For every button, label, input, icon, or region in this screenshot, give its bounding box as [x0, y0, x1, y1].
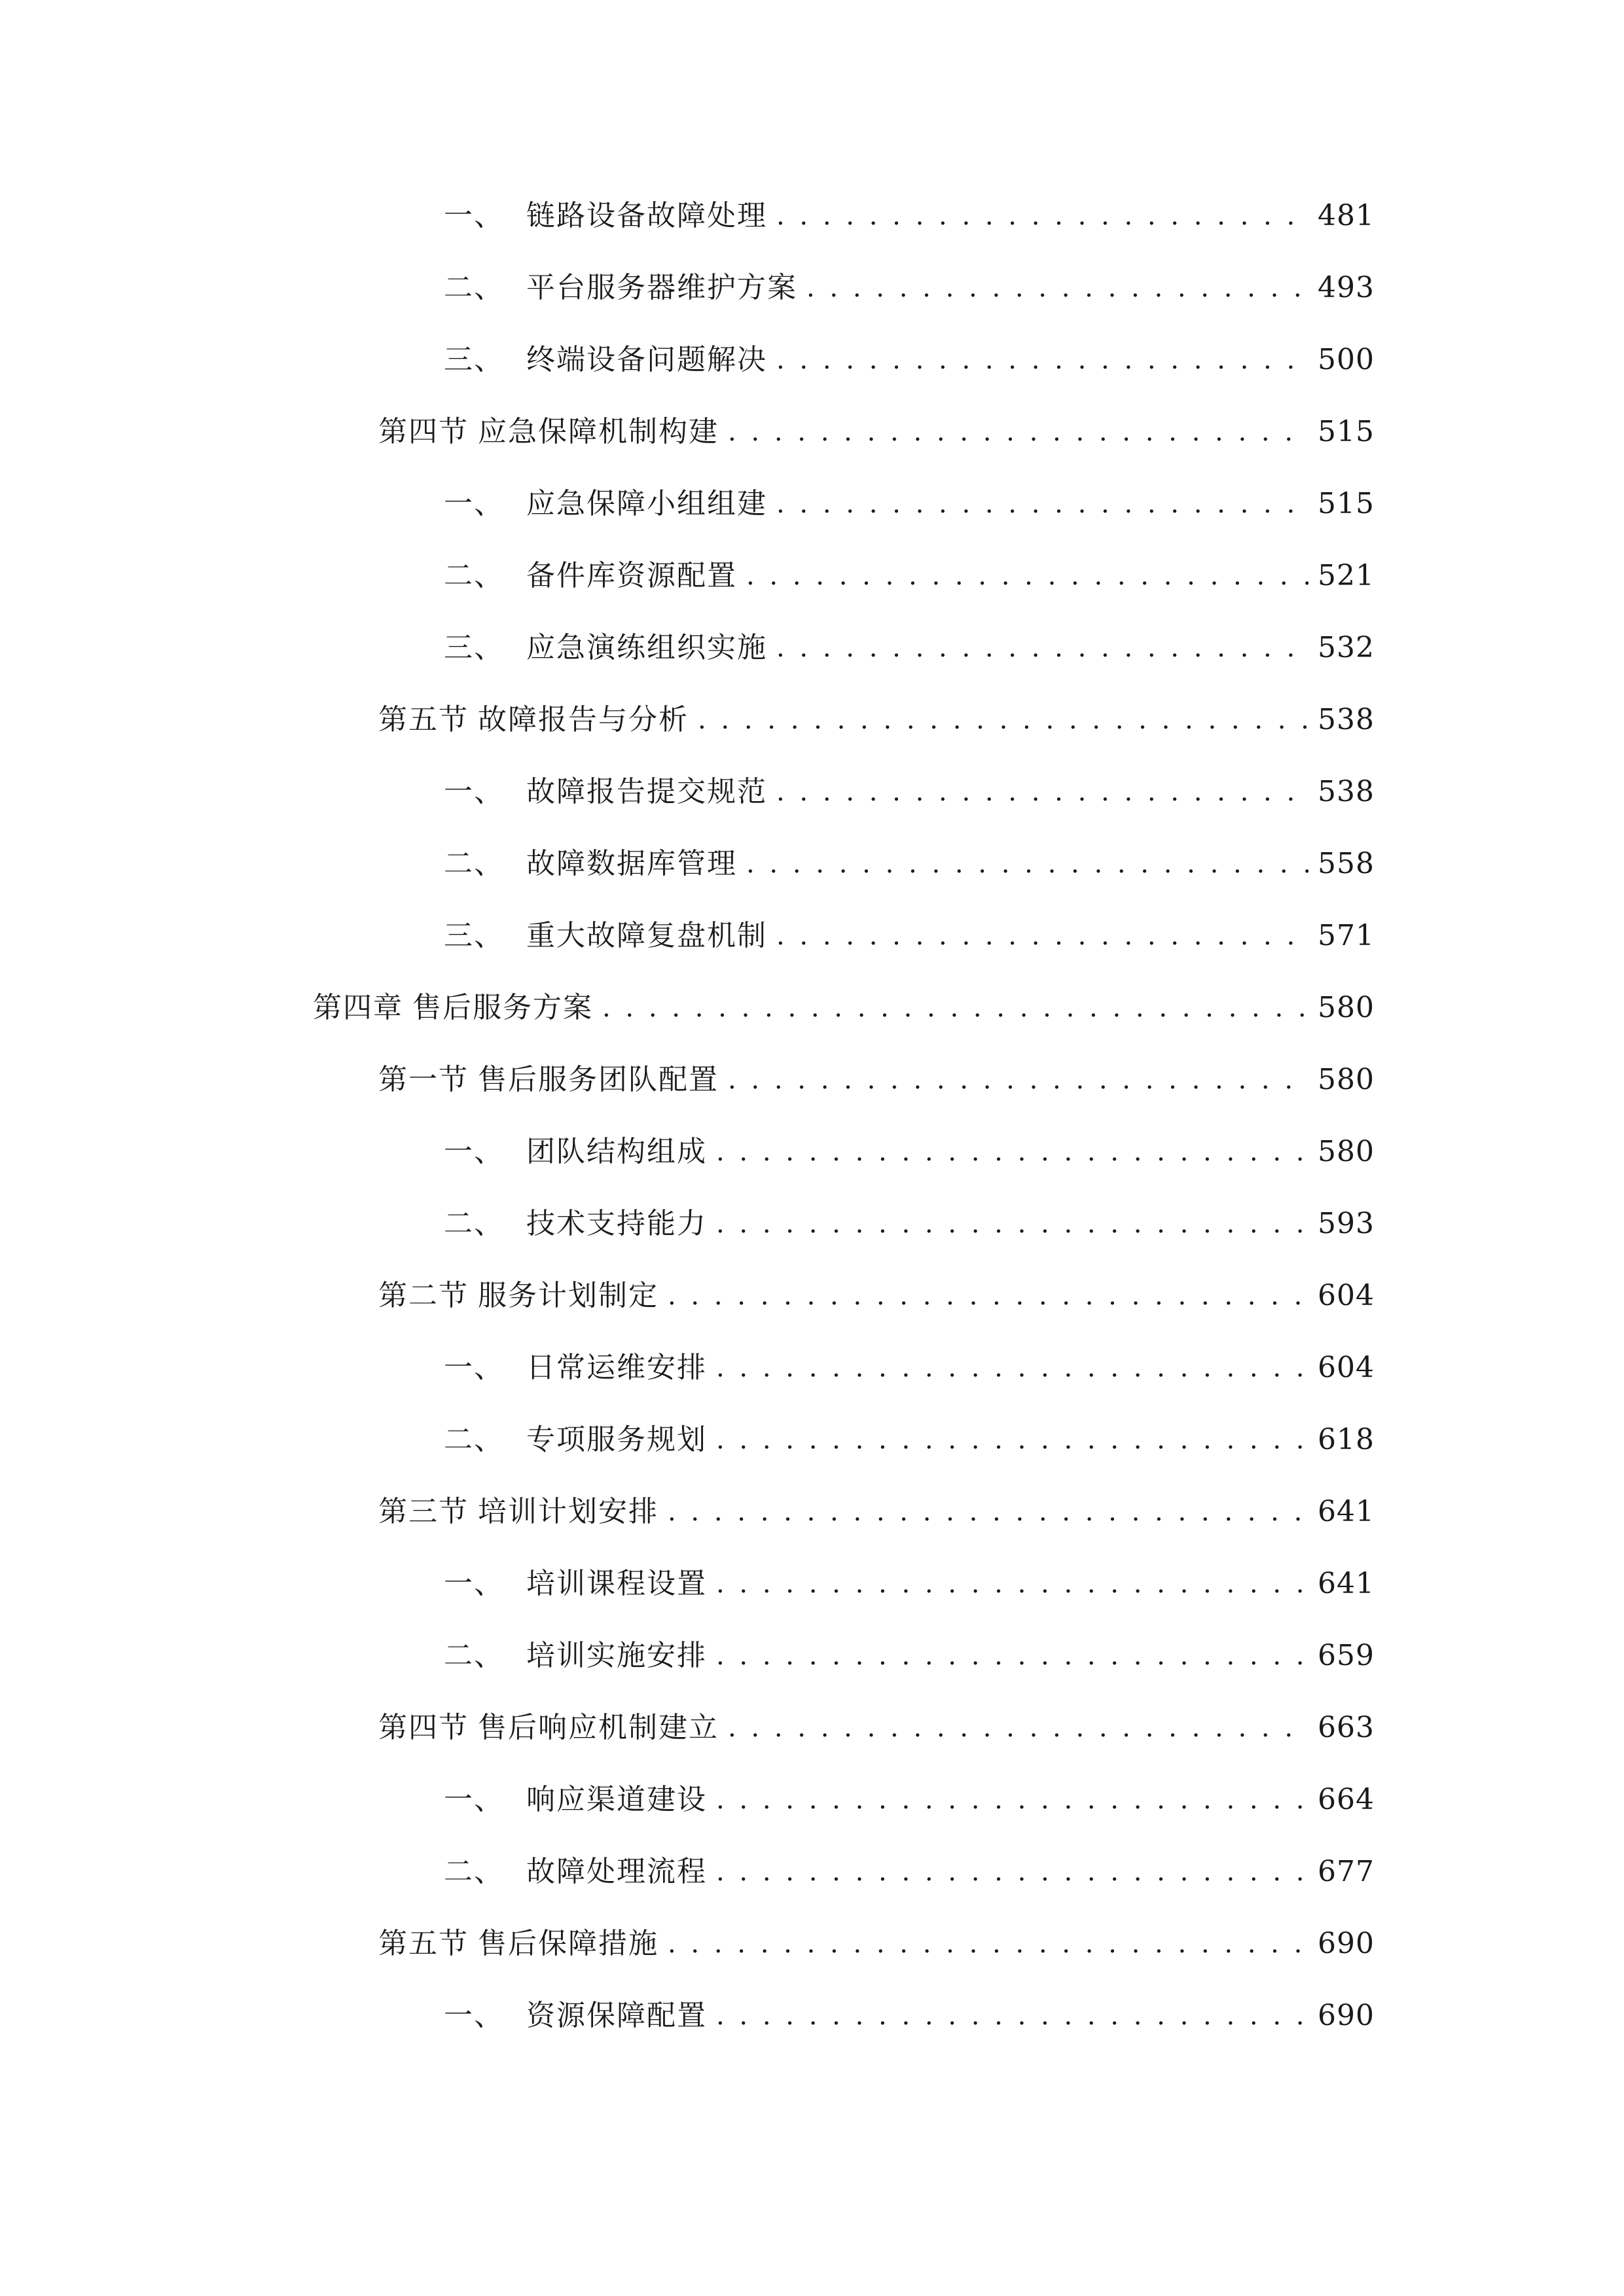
toc-dot-leader: [746, 550, 1308, 602]
toc-entry[interactable]: [444, 1846, 1375, 1898]
toc-entry-title: 故障数据库管理: [526, 847, 737, 880]
toc-entry-number: 二、: [444, 847, 504, 880]
toc-entry-page: 690: [1318, 1927, 1375, 1960]
toc-entry-title: 备件库资源配置: [526, 559, 737, 592]
toc-entry-page: 580: [1318, 1063, 1375, 1096]
toc-dot-leader: [716, 1126, 1308, 1178]
toc-entry-page: 481: [1318, 199, 1375, 232]
toc-entry[interactable]: [378, 694, 1375, 746]
toc-dot-leader: [728, 1054, 1308, 1106]
toc-entry-title: 售后保障措施: [478, 1927, 659, 1960]
toc-dot-leader: [716, 1342, 1308, 1394]
toc-entry-page: 515: [1318, 415, 1375, 448]
toc-entry-title: 故障报告提交规范: [526, 775, 767, 808]
toc-entry-title: 售后服务方案: [412, 991, 593, 1024]
toc-entry-number: 二、: [444, 1855, 504, 1888]
toc-entry[interactable]: [378, 1918, 1375, 1970]
toc-dot-leader: [776, 190, 1308, 242]
toc-dot-leader: [716, 1846, 1308, 1898]
toc-entry[interactable]: [444, 1990, 1375, 2042]
toc-entry-number: 二、: [444, 1639, 504, 1672]
toc-entry-title: 售后响应机制建立: [478, 1711, 719, 1744]
toc-entry-number: 二、: [444, 271, 504, 304]
toc-entry[interactable]: [444, 190, 1375, 242]
toc-entry-number: 第五节: [378, 703, 469, 736]
toc-dot-leader: [716, 1630, 1308, 1682]
toc-entry-title: 售后服务团队配置: [478, 1063, 719, 1096]
toc-entry-page: 663: [1318, 1711, 1375, 1744]
toc-entry-page: 558: [1318, 847, 1375, 880]
toc-entry-page: 500: [1318, 343, 1375, 376]
toc-entry-page: 641: [1318, 1495, 1375, 1528]
toc-dot-leader: [776, 622, 1308, 674]
toc-entry[interactable]: [444, 262, 1375, 314]
toc-entry-number: 第四节: [378, 1711, 469, 1744]
toc-entry-title: 故障报告与分析: [478, 703, 689, 736]
toc-entry-number: 一、: [444, 1135, 504, 1168]
toc-entry-page: 618: [1318, 1423, 1375, 1456]
toc-entry-page: 580: [1318, 991, 1375, 1024]
toc-entry-title: 链路设备故障处理: [526, 199, 767, 232]
toc-entry-number: 二、: [444, 1207, 504, 1240]
toc-entry[interactable]: [313, 982, 1375, 1034]
toc-entry-page: 664: [1318, 1783, 1375, 1816]
toc-entry-number: 二、: [444, 1423, 504, 1456]
toc-dot-leader: [728, 1702, 1308, 1754]
toc-entry-title: 平台服务器维护方案: [526, 271, 797, 304]
toc-entry-title: 故障处理流程: [526, 1855, 707, 1888]
toc-entry-number: 第四节: [378, 415, 469, 448]
toc-dot-leader: [668, 1918, 1308, 1970]
toc-entry-page: 659: [1318, 1639, 1375, 1672]
toc-dot-leader: [716, 1558, 1308, 1610]
toc-entry-title: 日常运维安排: [526, 1351, 707, 1384]
toc-entry-page: 515: [1318, 487, 1375, 520]
toc-dot-leader: [668, 1270, 1308, 1322]
toc-entry[interactable]: [444, 1630, 1375, 1682]
toc-dot-leader: [728, 406, 1308, 458]
toc-dot-leader: [602, 982, 1308, 1034]
toc-entry-number: 三、: [444, 919, 504, 952]
toc-dot-leader: [776, 334, 1308, 386]
toc-entry-page: 532: [1318, 631, 1375, 664]
toc-entry-number: 一、: [444, 1351, 504, 1384]
toc-entry[interactable]: [444, 622, 1375, 674]
toc-entry-page: 641: [1318, 1567, 1375, 1600]
toc-entry[interactable]: [378, 1270, 1375, 1322]
toc-entry-title: 终端设备问题解决: [526, 343, 767, 376]
toc-entry[interactable]: [444, 1198, 1375, 1250]
toc-entry-title: 专项服务规划: [526, 1423, 707, 1456]
toc-entry-page: 604: [1318, 1279, 1375, 1312]
toc-entry[interactable]: [444, 910, 1375, 962]
toc-dot-leader: [806, 262, 1308, 314]
toc-entry-number: 一、: [444, 1567, 504, 1600]
toc-entry-page: 493: [1318, 271, 1375, 304]
toc-dot-leader: [776, 478, 1308, 530]
toc-dot-leader: [698, 694, 1308, 746]
toc-entry-page: 538: [1318, 703, 1375, 736]
toc-dot-leader: [716, 1414, 1308, 1466]
toc-entry[interactable]: [378, 1486, 1375, 1538]
toc-entry-page: 580: [1318, 1135, 1375, 1168]
toc-entry-title: 应急保障机制构建: [478, 415, 719, 448]
toc-dot-leader: [716, 1774, 1308, 1826]
toc-entry-number: 一、: [444, 1999, 504, 2032]
toc-entry-title: 服务计划制定: [478, 1279, 659, 1312]
toc-entry-number: 一、: [444, 1783, 504, 1816]
toc-entry-title: 培训计划安排: [478, 1495, 659, 1528]
toc-entry-title: 培训实施安排: [526, 1639, 707, 1672]
toc-entry[interactable]: [444, 550, 1375, 602]
toc-entry-title: 技术支持能力: [526, 1207, 707, 1240]
toc-dot-leader: [776, 910, 1308, 962]
toc-dot-leader: [668, 1486, 1308, 1538]
toc-entry-page: 571: [1318, 919, 1375, 952]
toc-entry-page: 521: [1318, 559, 1375, 592]
toc-entry-title: 重大故障复盘机制: [526, 919, 767, 952]
toc-entry-number: 二、: [444, 559, 504, 592]
toc-entry-number: 第一节: [378, 1063, 469, 1096]
toc-entry-number: 三、: [444, 343, 504, 376]
toc-entry[interactable]: [444, 766, 1375, 818]
toc-entry-title: 团队结构组成: [526, 1135, 707, 1168]
toc-entry[interactable]: [444, 838, 1375, 890]
toc-dot-leader: [776, 766, 1308, 818]
toc-entry-number: 一、: [444, 199, 504, 232]
toc-entry-title: 培训课程设置: [526, 1567, 707, 1600]
toc-entry-page: 604: [1318, 1351, 1375, 1384]
toc-entry-number: 第三节: [378, 1495, 469, 1528]
toc-entry-number: 一、: [444, 487, 504, 520]
toc-entry[interactable]: [444, 1342, 1375, 1394]
toc-entry[interactable]: [444, 1558, 1375, 1610]
toc-dot-leader: [716, 1198, 1308, 1250]
toc-entry[interactable]: [378, 1054, 1375, 1106]
toc-entry[interactable]: [378, 406, 1375, 458]
toc-entry-page: 677: [1318, 1855, 1375, 1888]
toc-entry-number: 一、: [444, 775, 504, 808]
toc-dot-leader: [746, 838, 1308, 890]
toc-entry[interactable]: [444, 1126, 1375, 1178]
toc-entry-title: 应急保障小组组建: [526, 487, 767, 520]
toc-entry-page: 538: [1318, 775, 1375, 808]
toc-entry[interactable]: [444, 478, 1375, 530]
toc-entry-number: 三、: [444, 631, 504, 664]
toc-entry-page: 593: [1318, 1207, 1375, 1240]
toc-entry[interactable]: [444, 1774, 1375, 1826]
toc-entry-number: 第四章: [313, 991, 403, 1024]
toc-entry[interactable]: [378, 1702, 1375, 1754]
toc-entry[interactable]: [444, 1414, 1375, 1466]
toc-entry[interactable]: [444, 334, 1375, 386]
toc-dot-leader: [716, 1990, 1308, 2042]
toc-entry-number: 第五节: [378, 1927, 469, 1960]
toc-entry-number: 第二节: [378, 1279, 469, 1312]
toc-entry-title: 资源保障配置: [526, 1999, 707, 2032]
toc-entry-page: 690: [1318, 1999, 1375, 2032]
toc-entry-title: 应急演练组织实施: [526, 631, 767, 664]
toc-entry-title: 响应渠道建设: [526, 1783, 707, 1816]
